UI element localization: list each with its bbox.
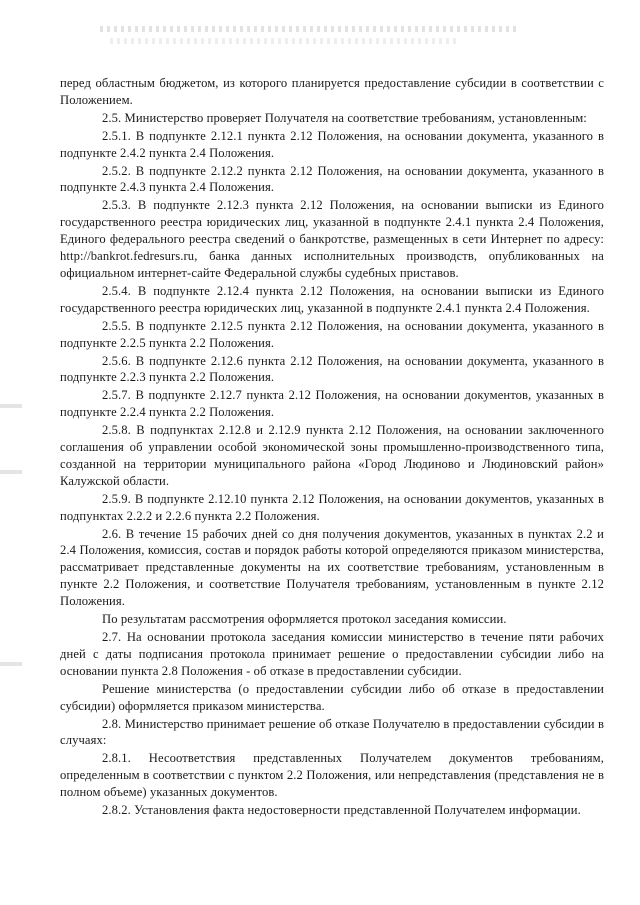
paragraph: 2.8.2. Установления факта недостоверности представленной Получателем информации. [102, 803, 581, 818]
paragraph: 2.5.7. В подпункте 2.12.7 пункта 2.12 Положения, на основании документов, указанных в подпункте 2.2.4 пункта 2.2 Положения. [60, 388, 604, 420]
paragraph: 2.7. На основании протокола заседания комиссии министерство в течение пяти рабочих дней с даты подписания протокола принимает решение о предоставлении субсидии либо на основании пункта 2.8 Положения - об отказе в предоставлении субсидии. [60, 630, 604, 678]
paragraph: 2.5.4. В подпункте 2.12.4 пункта 2.12 Положения, на основании выписки из Единого государственного реестра юридических лиц, указанной в подпункте 2.4.1 пункта 2.4 Положения. [60, 283, 604, 315]
paragraph: 2.5.5. В подпункте 2.12.5 пункта 2.12 Положения, на основании документа, указанного в подпункте 2.2.5 пункта 2.2 Положения. [60, 318, 604, 350]
paragraph: 2.6. В течение 15 рабочих дней со дня получения документов, указанных в пунктах 2.2 и 2.4 Положения, комиссия, состав и порядок работы которой определяются приказом министерства, рассматривает представленные документы на их соответствие требованиям, установленным в пункте 2.2 Положения, и соответствие Получателя требованиям, установленным в пункте 2.12 Положения. [60, 526, 604, 609]
scan-artifact [110, 38, 460, 44]
paragraph: 2.5.1. В подпункте 2.12.1 пункта 2.12 Положения, на основании документа, указанного в подпункте 2.4.2 пункта 2.4 Положения. [60, 128, 604, 160]
paragraph: перед областным бюджетом, из которого планируется предоставление субсидии в соответствии с Положением. [60, 76, 604, 107]
scan-artifact [0, 662, 22, 666]
scan-artifact [0, 404, 22, 408]
scan-artifact [0, 470, 22, 474]
paragraph: 2.5.3. В подпункте 2.12.3 пункта 2.12 Положения, на основании выписки из Единого государственного реестра юридических лиц, указанной в подпункте 2.4.1 пункта 2.4 Положения, Единого федерального реестра сведений о банкротстве, размещенных в сети Интернет по адресу: http://bankrot.fedresurs.ru, банка данных исполнительных производств, опубликованных на официальном интернет-сайте Федеральной службы судебных приставов. [60, 198, 604, 280]
paragraph: 2.8. Министерство принимает решение об отказе Получателю в предоставлении субсидии в случаях: [60, 716, 604, 748]
paragraph: 2.5.2. В подпункте 2.12.2 пункта 2.12 Положения, на основании документа, указанного в подпункте 2.4.3 пункта 2.4 Положения. [60, 163, 604, 195]
document-body [60, 75, 604, 820]
paragraph: По результатам рассмотрения оформляется протокол заседания комиссии. [102, 612, 507, 627]
paragraph: 2.8.1. Несоответствия представленных Получателем документов требованиям, определенным в соответствии с пунктом 2.2 Положения, или непредставления (представления не в полном объеме) указанных документов. [60, 751, 604, 800]
paragraph: 2.5. Министерство проверяет Получателя на соответствие требованиям, установленным: [102, 110, 587, 125]
paragraph: 2.5.8. В подпунктах 2.12.8 и 2.12.9 пункта 2.12 Положения, на основании заключенного соглашения об управлении особой экономической зоны промышленно-производственного типа, созданной на территории муниципального района «Город Людиново и Людиновский район» Калужской области. [60, 423, 604, 488]
paragraph: Решение министерства (о предоставлении субсидии либо об отказе в предоставлении субсидии) оформляется приказом министерства. [60, 681, 604, 713]
scan-artifact [100, 26, 520, 32]
paragraph: 2.5.6. В подпункте 2.12.6 пункта 2.12 Положения, на основании документа, указанного в подпункте 2.2.3 пункта 2.2 Положения. [60, 353, 604, 385]
paragraph: 2.5.9. В подпункте 2.12.10 пункта 2.12 Положения, на основании документов, указанных в подпунктах 2.2.2 и 2.2.6 пункта 2.2 Положения. [60, 491, 604, 523]
